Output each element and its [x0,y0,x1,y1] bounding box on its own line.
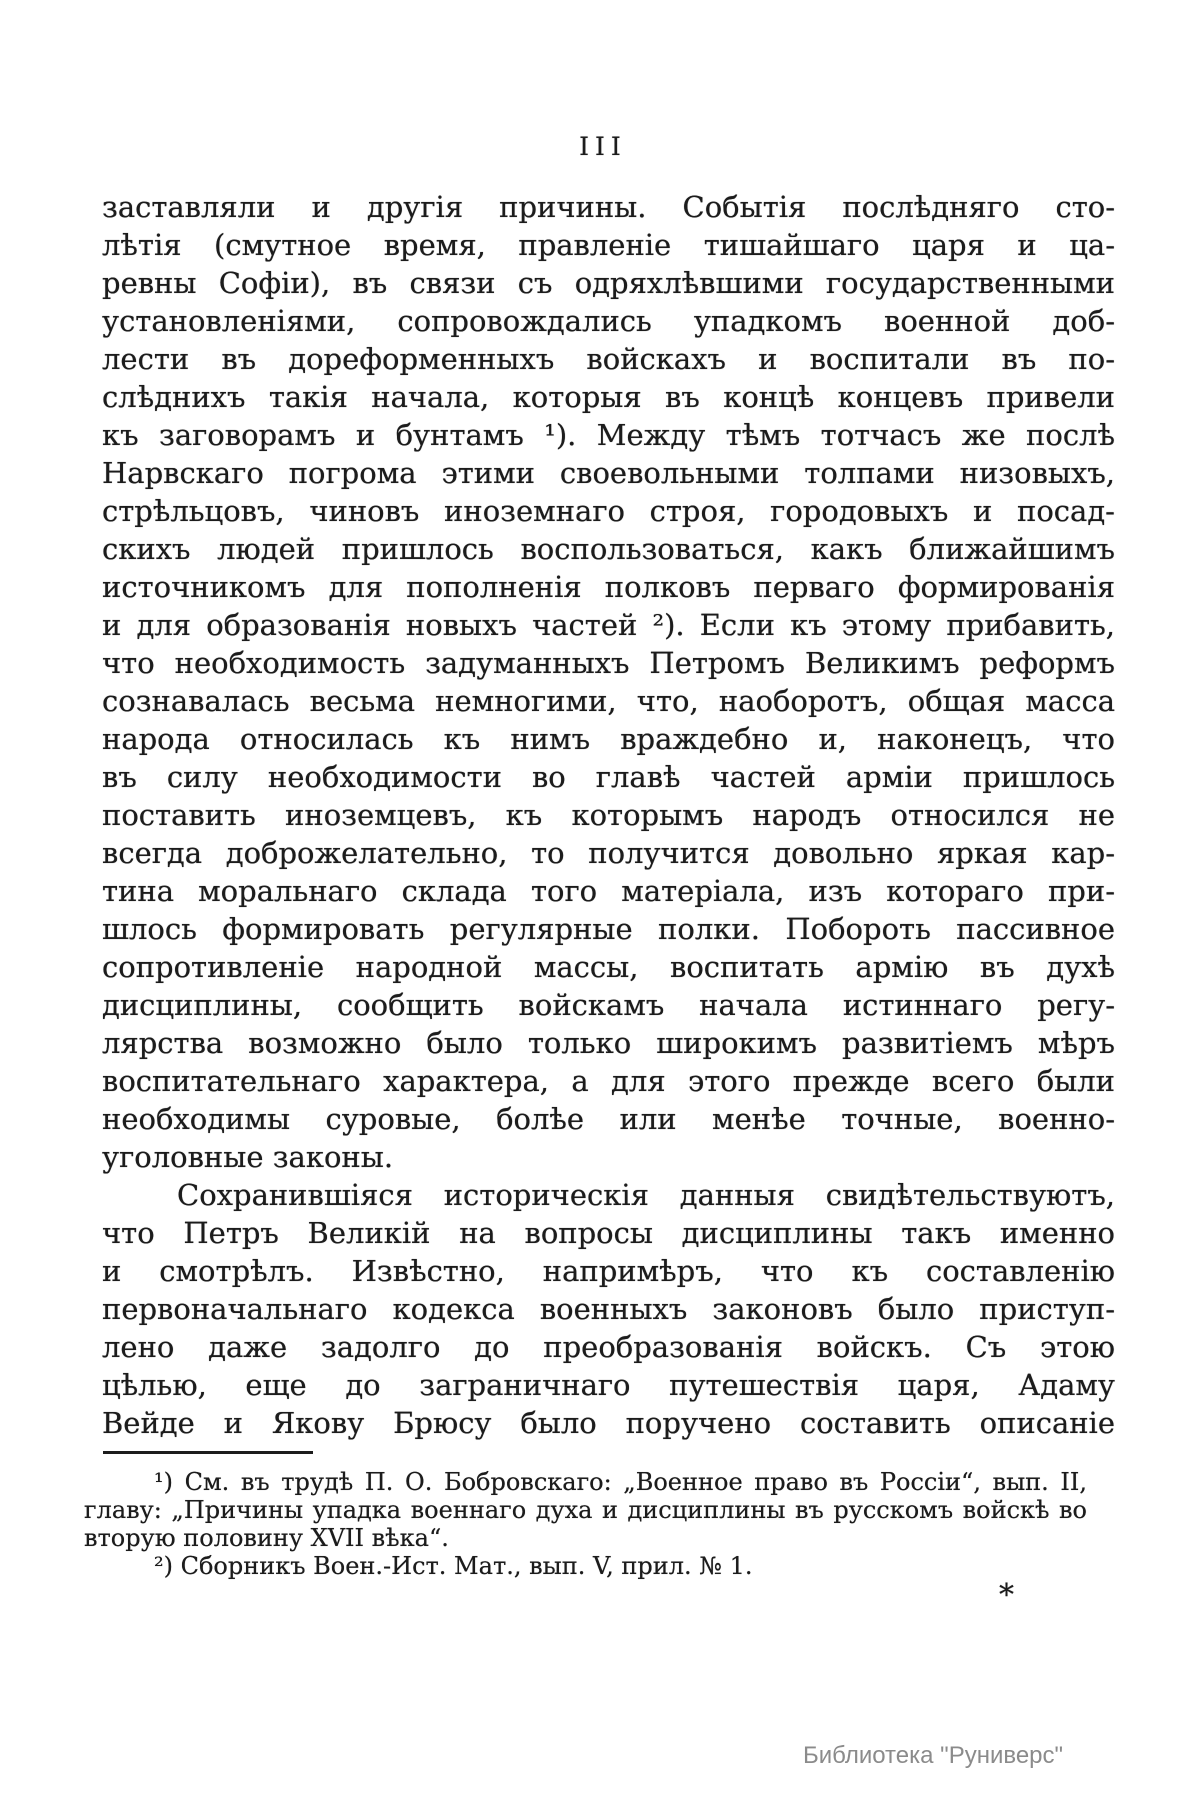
body-line: источникомъ для пополненія полковъ перваго формированія [102,570,1115,604]
body-line: и смотрѣлъ. Извѣстно, напримѣръ, что къ составленію [102,1254,1115,1288]
body-line: первоначальнаго кодекса военныхъ законовъ было приступ- [102,1292,1115,1326]
body-line: ревны Софіи), въ связи съ одряхлѣвшими государственными [102,266,1115,300]
body-line: сопротивленіе народной массы, воспитать армію въ духѣ [102,950,1115,984]
body-line: дисциплины, сообщить войскамъ начала истиннаго регу- [102,988,1115,1022]
footnote-line: вторую половину XVII вѣка“. [84,1524,449,1552]
body-line: что необходимость задуманныхъ Петромъ Великимъ реформъ [102,646,1115,680]
body-line: тина моральнаго склада того матеріала, изъ котораго при- [102,874,1115,908]
body-line: цѣлью, еще до заграничнаго путешествія царя, Адаму [102,1368,1115,1402]
body-line: къ заговорамъ и бунтамъ ¹). Между тѣмъ тотчасъ же послѣ [102,418,1115,452]
body-line: и для образованія новыхъ частей ²). Если къ этому прибавить, [102,608,1115,642]
body-line: скихъ людей пришлось воспользоваться, какъ ближайшимъ [102,532,1115,566]
body-line: лярства возможно было только широкимъ развитіемъ мѣръ [102,1026,1115,1060]
body-line: установленіями, сопровождались упадкомъ военной доб- [102,304,1115,338]
body-line: всегда доброжелательно, то получится довольно яркая кар- [102,836,1115,870]
body-line: уголовные законы. [102,1140,394,1174]
body-line: что Петръ Великій на вопросы дисциплины такъ именно [102,1216,1115,1250]
body-line: заставляли и другія причины. Событія послѣдняго сто- [102,190,1115,224]
library-watermark: Библиотека "Руниверс" [803,1742,1064,1769]
body-line: слѣднихъ такія начала, которыя въ концѣ концевъ привели [102,380,1115,414]
body-text [102,188,1115,1442]
footnote-line: ²) Сборникъ Воен.-Ист. Мат., вып. V, прил. № 1. [154,1552,753,1580]
body-line: лести въ дореформенныхъ войскахъ и воспитали въ по- [102,342,1115,376]
footnote-separator-rule [103,1451,313,1454]
body-line: шлось формировать регулярные полки. Побороть пассивное [102,912,1115,946]
body-line: лено даже задолго до преобразованія войскъ. Съ этою [102,1330,1115,1364]
body-line: въ силу необходимости во главѣ частей арміи пришлось [102,760,1115,794]
body-line: стрѣльцовъ, чиновъ иноземнаго строя, городовыхъ и посад- [102,494,1115,528]
body-line: лѣтія (смутное время, правленіе тишайшаго царя и ца- [102,228,1115,262]
body-line: воспитательнаго характера, а для этого прежде всего были [102,1064,1115,1098]
footnote-line: ¹) См. въ трудѣ П. О. Бобровскаго: „Военное право въ Россіи“, вып. II, [154,1468,1087,1496]
signature-mark: * [999,1578,1014,1613]
body-line: поставить иноземцевъ, къ которымъ народъ относился не [102,798,1115,832]
footnotes [84,1468,1087,1580]
body-line: Вейде и Якову Брюсу было поручено составить описаніе [102,1406,1115,1440]
body-line: Сохранившіяся историческія данныя свидѣтельствуютъ, [177,1178,1115,1212]
page-number: III [579,132,627,161]
body-line: Нарвскаго погрома этими своевольными толпами низовыхъ, [102,456,1115,490]
footnote-line: главу: „Причины упадка военнаго духа и дисциплины въ русскомъ войскѣ во [84,1496,1087,1524]
body-line: народа относилась къ нимъ враждебно и, наконецъ, что [102,722,1115,756]
body-line: сознавалась весьма немногими, что, наоборотъ, общая масса [102,684,1115,718]
body-line: необходимы суровые, болѣе или менѣе точные, военно- [102,1102,1115,1136]
